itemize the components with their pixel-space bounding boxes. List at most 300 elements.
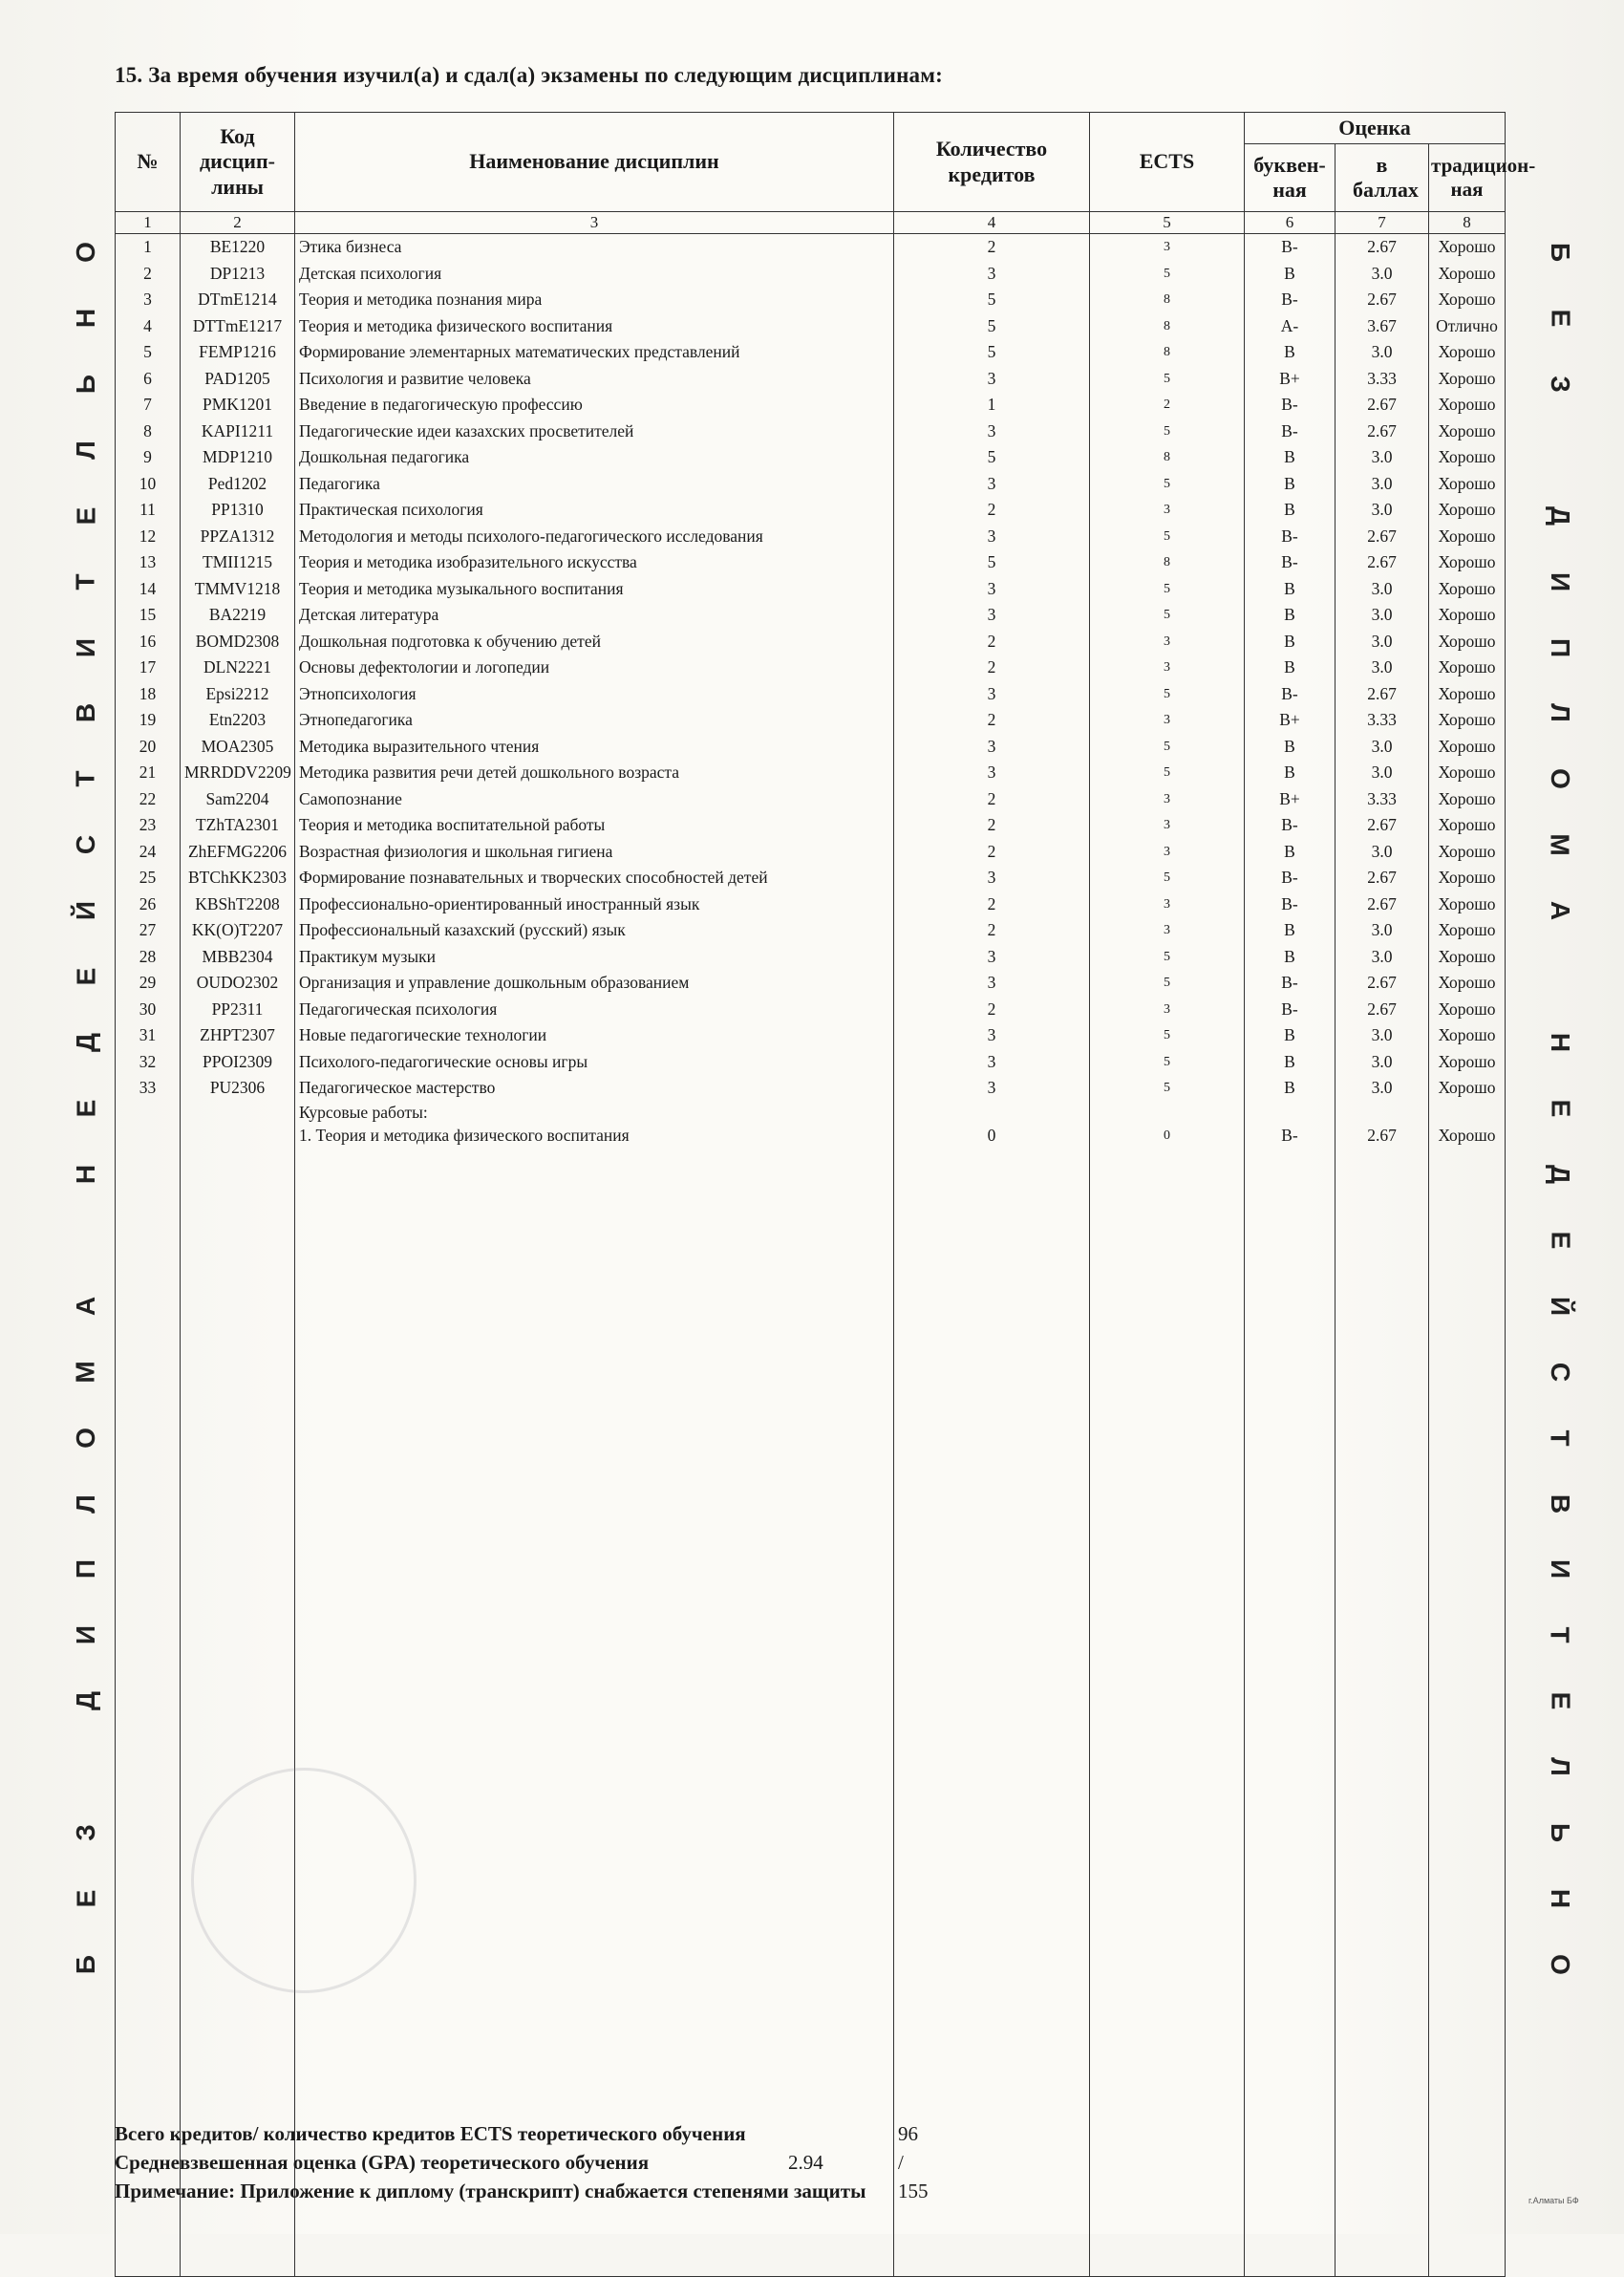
empty-cell (894, 1149, 1090, 2277)
traditional-grade: Хорошо (1429, 1075, 1506, 1102)
letter-grade: B+ (1245, 366, 1336, 393)
table-row (116, 839, 1506, 866)
points-grade: 3.0 (1336, 471, 1429, 498)
discipline-code: ZhEFMG2206 (181, 839, 295, 866)
row-number: 10 (116, 471, 181, 498)
discipline-code: OUDO2302 (181, 970, 295, 997)
letter-grade: B (1245, 339, 1336, 366)
letter-grade: B (1245, 944, 1336, 971)
ects-cell: 8 (1090, 339, 1245, 366)
letter-grade: B+ (1245, 786, 1336, 813)
coursework-title-row (116, 1102, 1506, 1123)
points-grade: 2.67 (1336, 997, 1429, 1023)
header-no: № (116, 113, 181, 212)
coursework-name: 1. Теория и методика физического воспитания (295, 1123, 894, 1149)
credits-cell: 5 (894, 444, 1090, 471)
discipline-code: KK(O)T2207 (181, 917, 295, 944)
header-grade: Оценка (1245, 113, 1506, 144)
table-row (116, 970, 1506, 997)
empty-cell (181, 1149, 295, 2277)
credits-cell: 3 (894, 970, 1090, 997)
row-number: 7 (116, 392, 181, 419)
discipline-code: DP1213 (181, 261, 295, 288)
discipline-name: Возрастная физиология и школьная гигиена (295, 839, 894, 866)
ects-cell: 3 (1090, 497, 1245, 524)
row-number: 3 (116, 287, 181, 313)
discipline-code: ZHPT2307 (181, 1022, 295, 1049)
discipline-name: Самопознание (295, 786, 894, 813)
letter-grade: B- (1245, 287, 1336, 313)
table-row (116, 1022, 1506, 1049)
column-number: 4 (894, 212, 1090, 234)
table-row (116, 812, 1506, 839)
table-row (116, 313, 1506, 340)
total-credits-label: Всего кредитов/ количество кредитов ECTS теоретического обучения (115, 2122, 746, 2145)
credits-cell: 3 (894, 734, 1090, 761)
table-row (116, 760, 1506, 786)
row-number: 28 (116, 944, 181, 971)
ects-cell: 5 (1090, 970, 1245, 997)
row-number: 27 (116, 917, 181, 944)
ects-cell: 3 (1090, 997, 1245, 1023)
discipline-code: PU2306 (181, 1075, 295, 1102)
ects-cell: 5 (1090, 1075, 1245, 1102)
header-name: Наименование дисциплин (295, 113, 894, 212)
ects-cell: 5 (1090, 366, 1245, 393)
ects-cell: 5 (1090, 865, 1245, 891)
credits-cell: 3 (894, 681, 1090, 708)
row-number: 25 (116, 865, 181, 891)
ects-cell: 8 (1090, 313, 1245, 340)
table-row (116, 576, 1506, 603)
discipline-code: KBShT2208 (181, 891, 295, 918)
column-number: 2 (181, 212, 295, 234)
ects-cell: 5 (1090, 471, 1245, 498)
row-number: 2 (116, 261, 181, 288)
row-number: 18 (116, 681, 181, 708)
letter-grade: B- (1245, 970, 1336, 997)
table-row (116, 997, 1506, 1023)
discipline-name: Психология и развитие человека (295, 366, 894, 393)
table-row (116, 707, 1506, 734)
discipline-name: Формирование элементарных математических представлений (295, 339, 894, 366)
traditional-grade: Хорошо (1429, 471, 1506, 498)
section-heading: 15. За время обучения изучил(а) и сдал(а) экзамены по следующим дисциплинам: (115, 63, 943, 87)
points-grade: 3.0 (1336, 602, 1429, 629)
row-number: 33 (116, 1075, 181, 1102)
letter-grade: B- (1245, 419, 1336, 445)
credits-cell: 5 (894, 313, 1090, 340)
ects-cell: 3 (1090, 629, 1245, 655)
letter-grade: B- (1245, 1123, 1336, 1149)
points-grade: 2.67 (1336, 419, 1429, 445)
table-row (116, 629, 1506, 655)
discipline-name: Методика развития речи детей дошкольного возраста (295, 760, 894, 786)
discipline-code: Ped1202 (181, 471, 295, 498)
credits-cell: 2 (894, 786, 1090, 813)
discipline-code: BOMD2308 (181, 629, 295, 655)
letter-grade: B- (1245, 812, 1336, 839)
table-row (116, 444, 1506, 471)
ects-cell: 5 (1090, 261, 1245, 288)
empty-cell (894, 1102, 1090, 1123)
traditional-grade: Хорошо (1429, 681, 1506, 708)
traditional-grade: Хорошо (1429, 549, 1506, 576)
discipline-code: Etn2203 (181, 707, 295, 734)
letter-grade: B (1245, 760, 1336, 786)
coursework-title: Курсовые работы: (295, 1102, 894, 1123)
credits-cell: 1 (894, 392, 1090, 419)
credits-cell: 3 (894, 944, 1090, 971)
letter-grade: B (1245, 655, 1336, 681)
points-grade: 3.33 (1336, 707, 1429, 734)
credits-cell: 2 (894, 497, 1090, 524)
points-grade: 3.33 (1336, 366, 1429, 393)
letter-grade: B (1245, 497, 1336, 524)
footer (115, 2119, 929, 2205)
credits-cell: 5 (894, 549, 1090, 576)
ects-cell: 3 (1090, 891, 1245, 918)
traditional-grade: Хорошо (1429, 1022, 1506, 1049)
traditional-grade: Хорошо (1429, 839, 1506, 866)
letter-grade: B (1245, 734, 1336, 761)
ects-cell: 3 (1090, 917, 1245, 944)
credits-cell: 3 (894, 366, 1090, 393)
table-row (116, 524, 1506, 550)
row-number: 32 (116, 1049, 181, 1076)
traditional-grade: Хорошо (1429, 261, 1506, 288)
discipline-code: PPOI2309 (181, 1049, 295, 1076)
table-row (116, 917, 1506, 944)
table-row (116, 497, 1506, 524)
credits-cell: 2 (894, 997, 1090, 1023)
row-number: 26 (116, 891, 181, 918)
letter-grade: B- (1245, 891, 1336, 918)
traditional-grade: Хорошо (1429, 760, 1506, 786)
letter-grade: B (1245, 629, 1336, 655)
ects-cell: 0 (1090, 1123, 1245, 1149)
discipline-code: MDP1210 (181, 444, 295, 471)
table-row (116, 1049, 1506, 1076)
ects-cell: 3 (1090, 707, 1245, 734)
discipline-name: Детская психология (295, 261, 894, 288)
discipline-name: Педагогическое мастерство (295, 1075, 894, 1102)
credits-cell: 5 (894, 287, 1090, 313)
ects-cell: 8 (1090, 287, 1245, 313)
header-ects: ECTS (1090, 113, 1245, 212)
credits-cell: 3 (894, 1022, 1090, 1049)
traditional-grade: Хорошо (1429, 812, 1506, 839)
traditional-grade: Хорошо (1429, 234, 1506, 261)
credits-cell: 2 (894, 234, 1090, 261)
discipline-name: Теория и методика познания мира (295, 287, 894, 313)
letter-grade: B (1245, 917, 1336, 944)
row-number: 13 (116, 549, 181, 576)
ects-cell: 5 (1090, 681, 1245, 708)
traditional-grade: Хорошо (1429, 865, 1506, 891)
faded-stamp (191, 1768, 417, 1993)
credits-cell: 3 (894, 1049, 1090, 1076)
side-text-right: Б Е З Д И П Л О М А Н Е Д Е Й С Т В И Т Е Л Ь Н О (1545, 242, 1575, 1975)
traditional-grade: Хорошо (1429, 1123, 1506, 1149)
discipline-name: Этнопсихология (295, 681, 894, 708)
discipline-name: Этика бизнеса (295, 234, 894, 261)
coursework-row (116, 1123, 1506, 1149)
points-grade: 3.0 (1336, 1075, 1429, 1102)
empty-cell (1429, 1149, 1506, 2277)
traditional-grade: Хорошо (1429, 366, 1506, 393)
discipline-code: PPZA1312 (181, 524, 295, 550)
credits-cell: 3 (894, 419, 1090, 445)
discipline-name: Новые педагогические технологии (295, 1022, 894, 1049)
header-code: Код дисцип-лины (181, 113, 295, 212)
traditional-grade: Хорошо (1429, 576, 1506, 603)
table-row (116, 655, 1506, 681)
table-row (116, 287, 1506, 313)
points-grade: 3.67 (1336, 313, 1429, 340)
letter-grade: B- (1245, 392, 1336, 419)
credits-cell: 3 (894, 602, 1090, 629)
discipline-name: Методология и методы психолого-педагогического исследования (295, 524, 894, 550)
letter-grade: B (1245, 576, 1336, 603)
discipline-name: Педагогическая психология (295, 997, 894, 1023)
discipline-name: Педагогические идеи казахских просветителей (295, 419, 894, 445)
traditional-grade: Хорошо (1429, 497, 1506, 524)
table-row (116, 1075, 1506, 1102)
ects-cell: 5 (1090, 602, 1245, 629)
discipline-code: Epsi2212 (181, 681, 295, 708)
table-row (116, 786, 1506, 813)
empty-cell (116, 1123, 181, 1149)
row-number: 15 (116, 602, 181, 629)
table-row (116, 734, 1506, 761)
traditional-grade: Хорошо (1429, 339, 1506, 366)
letter-grade: B (1245, 1022, 1336, 1049)
discipline-code: Sam2204 (181, 786, 295, 813)
column-number: 5 (1090, 212, 1245, 234)
row-number: 9 (116, 444, 181, 471)
row-number: 5 (116, 339, 181, 366)
header-letter: буквен-ная (1245, 144, 1336, 212)
credits-cell: 3 (894, 471, 1090, 498)
discipline-name: Методика выразительного чтения (295, 734, 894, 761)
row-number: 22 (116, 786, 181, 813)
header-traditional: традицион-ная (1429, 144, 1506, 212)
header-credits: Количество кредитов (894, 113, 1090, 212)
points-grade: 3.0 (1336, 444, 1429, 471)
column-number: 8 (1429, 212, 1506, 234)
discipline-name: Формирование познавательных и творческих способностей детей (295, 865, 894, 891)
traditional-grade: Хорошо (1429, 629, 1506, 655)
points-grade: 2.67 (1336, 392, 1429, 419)
table-row (116, 419, 1506, 445)
traditional-grade: Хорошо (1429, 997, 1506, 1023)
empty-cell (1336, 1149, 1429, 2277)
credits-cell: 0 (894, 1123, 1090, 1149)
note-text: Примечание: Приложение к диплому (транскрипт) снабжается степенями защиты (115, 2180, 866, 2202)
credits-cell: 2 (894, 812, 1090, 839)
row-number: 29 (116, 970, 181, 997)
traditional-grade: Хорошо (1429, 287, 1506, 313)
row-number: 30 (116, 997, 181, 1023)
discipline-code: BTChKK2303 (181, 865, 295, 891)
row-number: 31 (116, 1022, 181, 1049)
ects-cell: 3 (1090, 812, 1245, 839)
points-grade: 3.0 (1336, 944, 1429, 971)
table-row (116, 234, 1506, 261)
discipline-name: Теория и методика физического воспитания (295, 313, 894, 340)
header-points: в баллах (1336, 144, 1429, 212)
row-number: 4 (116, 313, 181, 340)
credits-cell: 3 (894, 760, 1090, 786)
table-row (116, 865, 1506, 891)
points-grade: 3.0 (1336, 629, 1429, 655)
discipline-code: TZhTA2301 (181, 812, 295, 839)
empty-cell (1245, 1102, 1336, 1123)
empty-cell (1090, 1102, 1245, 1123)
discipline-name: Детская литература (295, 602, 894, 629)
ects-cell: 5 (1090, 576, 1245, 603)
credits-cell: 5 (894, 339, 1090, 366)
traditional-grade: Хорошо (1429, 602, 1506, 629)
ects-cell: 8 (1090, 444, 1245, 471)
discipline-code: TMII1215 (181, 549, 295, 576)
empty-cell (181, 1123, 295, 1149)
points-grade: 3.0 (1336, 261, 1429, 288)
discipline-code: PP2311 (181, 997, 295, 1023)
discipline-code: DTTmE1217 (181, 313, 295, 340)
points-grade: 3.0 (1336, 655, 1429, 681)
ects-cell: 2 (1090, 392, 1245, 419)
discipline-code: BA2219 (181, 602, 295, 629)
points-grade: 2.67 (1336, 681, 1429, 708)
empty-cell (1090, 1149, 1245, 2277)
ects-cell: 5 (1090, 944, 1245, 971)
traditional-grade: Хорошо (1429, 707, 1506, 734)
discipline-code: MBB2304 (181, 944, 295, 971)
traditional-grade: Хорошо (1429, 970, 1506, 997)
credits-cell: 2 (894, 629, 1090, 655)
table-row (116, 602, 1506, 629)
traditional-grade: Хорошо (1429, 891, 1506, 918)
row-number: 8 (116, 419, 181, 445)
credits-cell: 2 (894, 655, 1090, 681)
row-number: 24 (116, 839, 181, 866)
discipline-name: Педагогика (295, 471, 894, 498)
ects-cell: 5 (1090, 419, 1245, 445)
row-number: 17 (116, 655, 181, 681)
credits-cell: 3 (894, 865, 1090, 891)
letter-grade: B (1245, 1075, 1336, 1102)
points-grade: 2.67 (1336, 287, 1429, 313)
credits-cell: 3 (894, 1075, 1090, 1102)
letter-grade: B- (1245, 524, 1336, 550)
letter-grade: B- (1245, 549, 1336, 576)
points-grade: 2.67 (1336, 891, 1429, 918)
table-row (116, 944, 1506, 971)
table-row (116, 261, 1506, 288)
traditional-grade: Хорошо (1429, 419, 1506, 445)
table-row (116, 339, 1506, 366)
discipline-code: PMK1201 (181, 392, 295, 419)
discipline-code: FEMP1216 (181, 339, 295, 366)
traditional-grade: Хорошо (1429, 786, 1506, 813)
points-grade: 3.0 (1336, 1022, 1429, 1049)
ects-cell: 5 (1090, 1049, 1245, 1076)
discipline-name: Организация и управление дошкольным образованием (295, 970, 894, 997)
credits-cell: 2 (894, 891, 1090, 918)
credits-cell: 3 (894, 576, 1090, 603)
points-grade: 2.67 (1336, 549, 1429, 576)
points-grade: 2.67 (1336, 865, 1429, 891)
points-grade: 2.67 (1336, 1123, 1429, 1149)
discipline-name: Этнопедагогика (295, 707, 894, 734)
discipline-name: Профессиональный казахский (русский) язык (295, 917, 894, 944)
empty-cell (116, 1102, 181, 1123)
discipline-name: Теория и методика музыкального воспитания (295, 576, 894, 603)
gpa-value: 2.94 (788, 2151, 823, 2174)
row-number: 11 (116, 497, 181, 524)
points-grade: 2.67 (1336, 234, 1429, 261)
ects-cell: 5 (1090, 760, 1245, 786)
credits-cell: 2 (894, 707, 1090, 734)
traditional-grade: Хорошо (1429, 655, 1506, 681)
credits-cell: 2 (894, 917, 1090, 944)
ects-cell: 5 (1090, 1022, 1245, 1049)
row-number: 1 (116, 234, 181, 261)
row-number: 6 (116, 366, 181, 393)
traditional-grade: Отлично (1429, 313, 1506, 340)
points-grade: 3.0 (1336, 734, 1429, 761)
column-number: 1 (116, 212, 181, 234)
traditional-grade: Хорошо (1429, 734, 1506, 761)
gpa-label: Средневзвешенная оценка (GPA) теоретического обучения (115, 2151, 650, 2174)
column-numbers-row (116, 212, 1506, 234)
points-grade: 3.33 (1336, 786, 1429, 813)
table-row (116, 471, 1506, 498)
letter-grade: B (1245, 1049, 1336, 1076)
empty-cell (116, 1149, 181, 2277)
letter-grade: B (1245, 444, 1336, 471)
traditional-grade: Хорошо (1429, 524, 1506, 550)
table-row (116, 549, 1506, 576)
points-grade: 3.0 (1336, 917, 1429, 944)
points-grade: 3.0 (1336, 339, 1429, 366)
row-number: 16 (116, 629, 181, 655)
empty-cell (295, 1149, 894, 2277)
letter-grade: B (1245, 602, 1336, 629)
discipline-name: Профессионально-ориентированный иностранный язык (295, 891, 894, 918)
discipline-name: Психолого-педагогические основы игры (295, 1049, 894, 1076)
traditional-grade: Хорошо (1429, 392, 1506, 419)
row-number: 20 (116, 734, 181, 761)
row-number: 19 (116, 707, 181, 734)
empty-cell (1245, 1149, 1336, 2277)
credits-cell: 3 (894, 261, 1090, 288)
points-grade: 2.67 (1336, 970, 1429, 997)
column-number: 7 (1336, 212, 1429, 234)
discipline-name: Дошкольная педагогика (295, 444, 894, 471)
row-number: 12 (116, 524, 181, 550)
column-number: 3 (295, 212, 894, 234)
discipline-name: Введение в педагогическую профессию (295, 392, 894, 419)
discipline-code: KAPI1211 (181, 419, 295, 445)
letter-grade: B- (1245, 234, 1336, 261)
letter-grade: A- (1245, 313, 1336, 340)
column-number: 6 (1245, 212, 1336, 234)
ects-cell: 5 (1090, 524, 1245, 550)
letter-grade: B+ (1245, 707, 1336, 734)
